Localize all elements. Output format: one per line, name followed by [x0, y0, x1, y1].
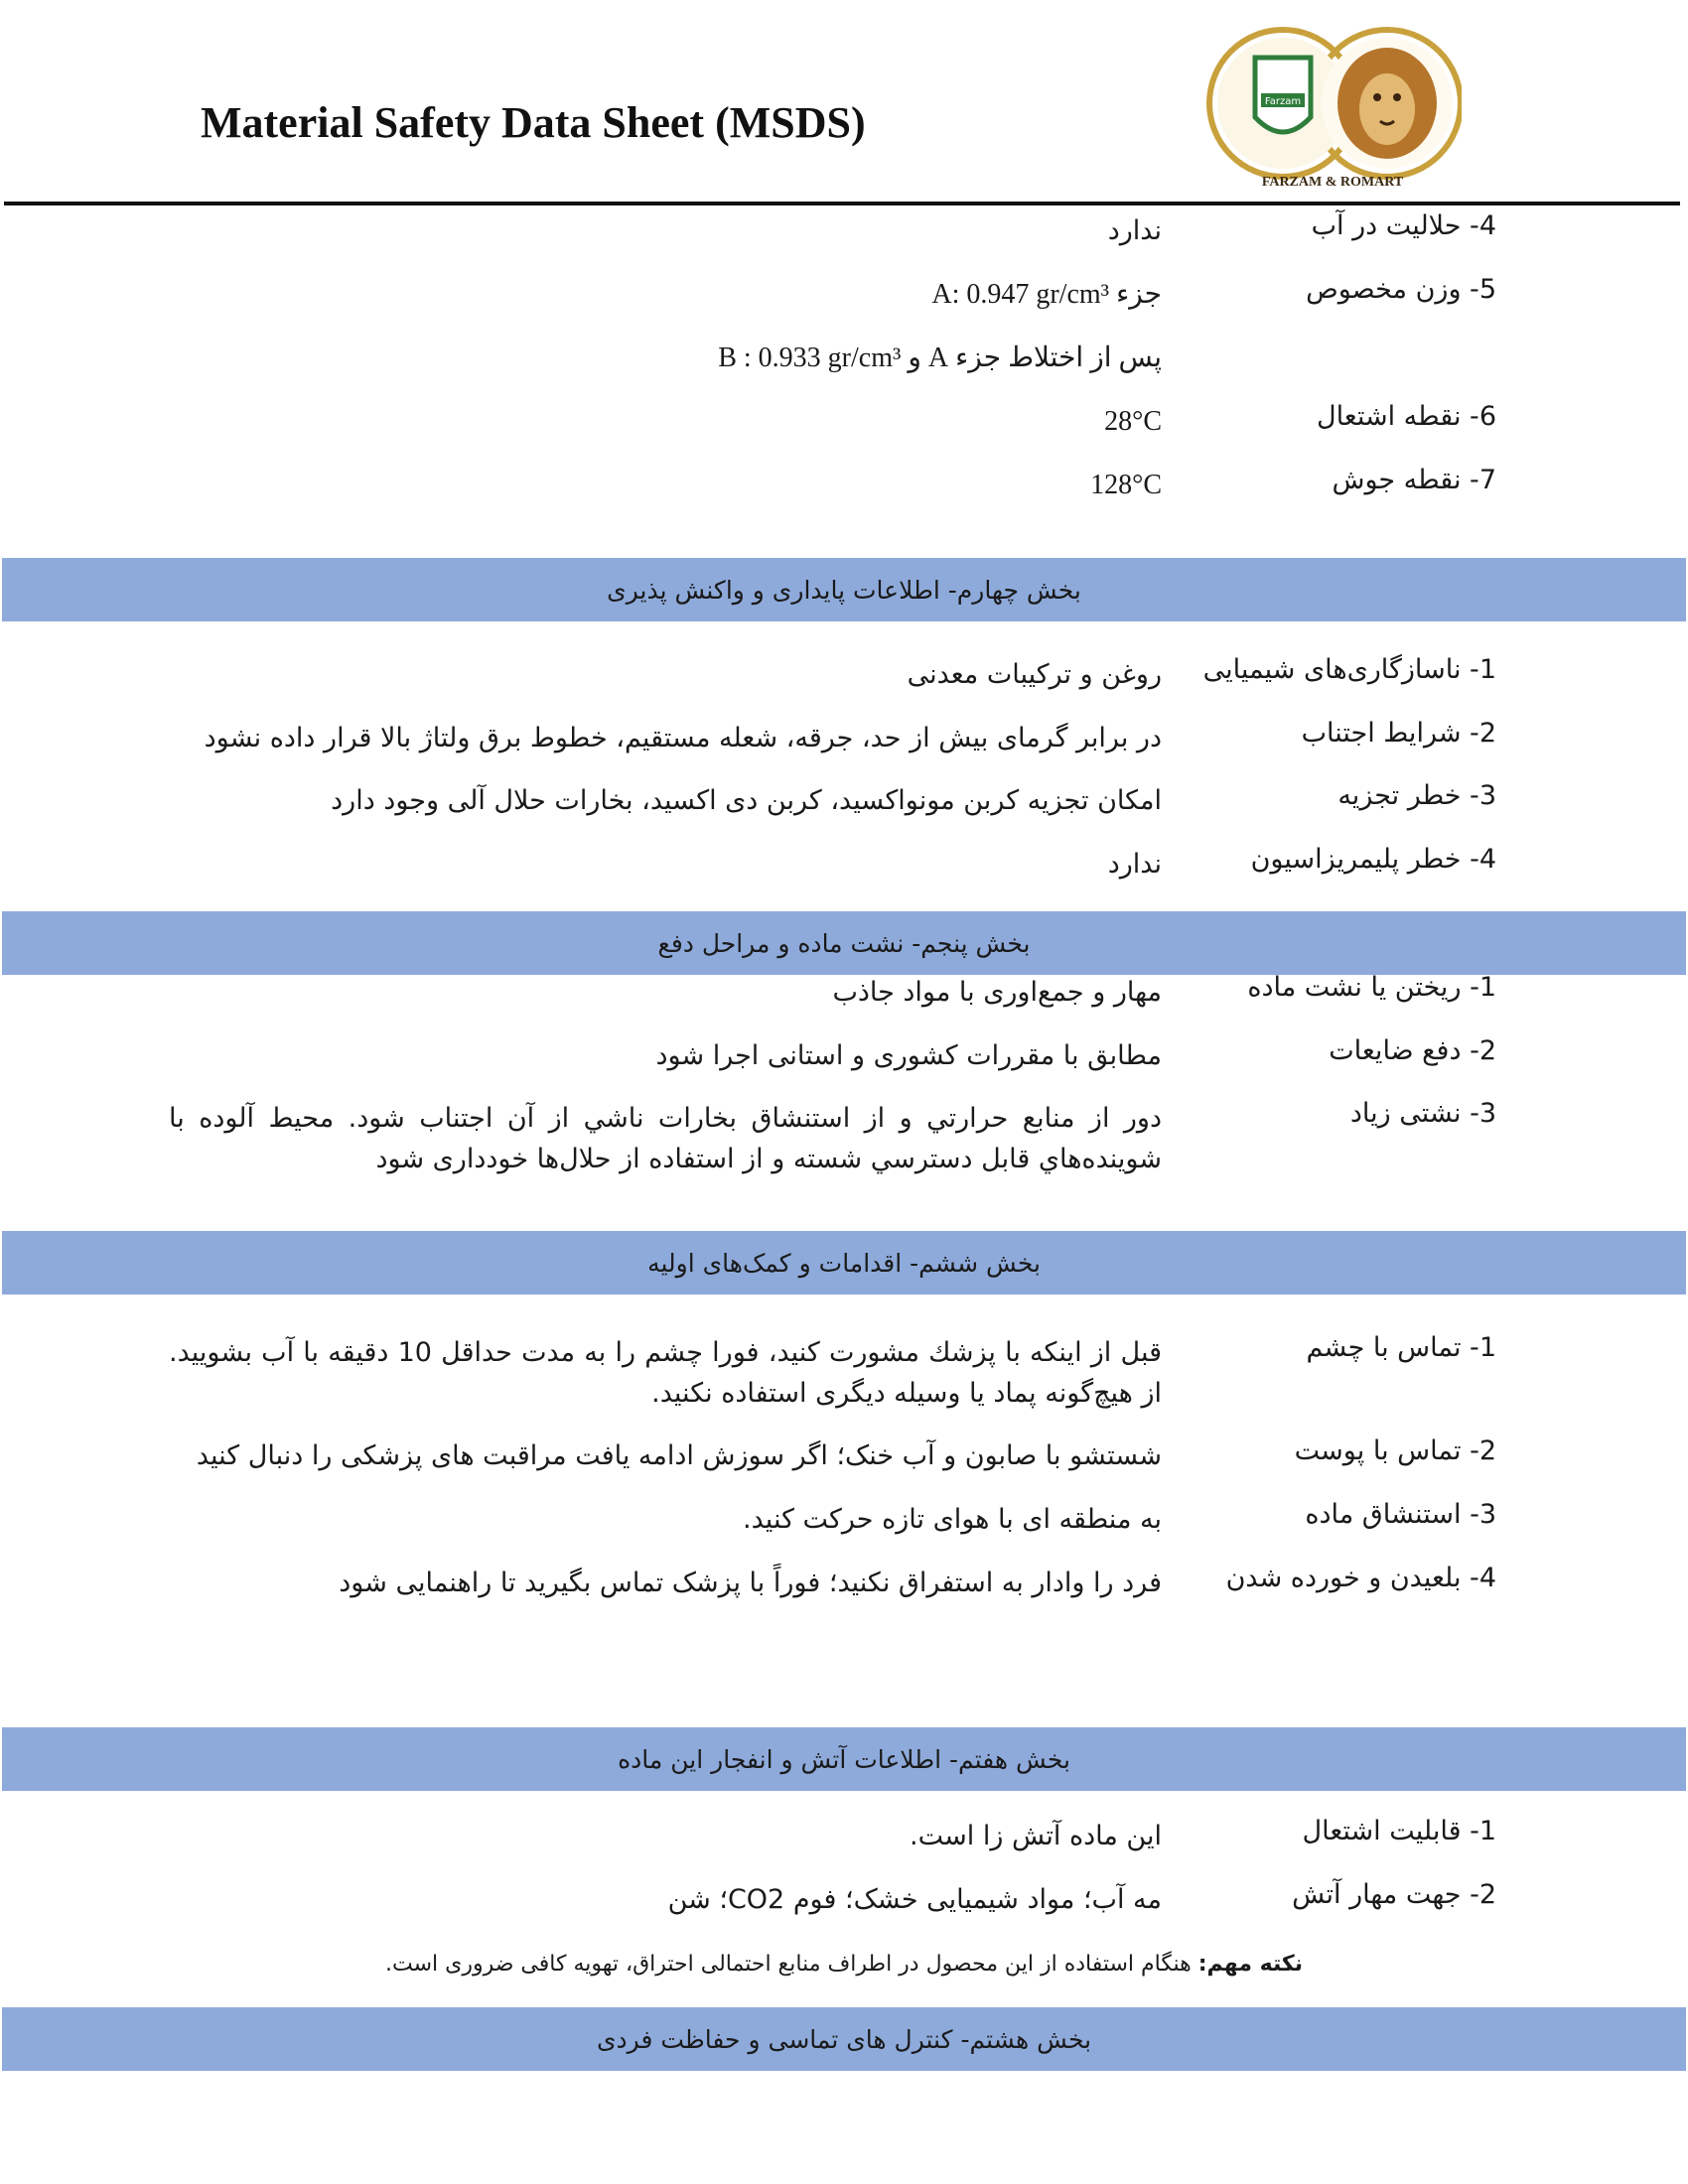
section-8-header: بخش هشتم- کنترل های تماسی و حفاظت فردی — [2, 2007, 1686, 2071]
property-value: دور از منابع حرارتي و از استنشاق بخارات ناشي از آن اجتناب شود. محیط آلوده با شوینده‌هاي قابل دسترسي شسته و از استفاده از حلال‌ها خودداری شود — [169, 1103, 1162, 1174]
property-value: 128°C — [1090, 470, 1162, 500]
document-title: Material Safety Data Sheet (MSDS) — [201, 98, 866, 147]
section-5-header: بخش پنجم- نشت ماده و مراحل دفع — [2, 911, 1686, 975]
property-label: 3- خطر تجزیه — [1337, 780, 1496, 811]
section-4-header: بخش چهارم- اطلاعات پایداری و واکنش پذیری — [2, 558, 1686, 621]
property-label: 6- نقطه اشتعال — [1316, 401, 1496, 432]
property-label: 1- ریختن یا نشت ماده — [1247, 972, 1496, 1003]
property-value: در برابر گرمای بیش از حد، جرقه، شعله مستقیم، خطوط برق ولتاژ بالا قرار داده نشود — [204, 723, 1162, 753]
property-label: 2- شرایط اجتناب — [1301, 718, 1496, 749]
property-label: 3- استنشاق ماده — [1305, 1499, 1496, 1530]
property-value: به منطقه ای با هوای تازه حرکت کنید. — [743, 1504, 1162, 1535]
property-value: شستشو با صابون و آب خنک؛ اگر سوزش ادامه یافت مراقبت های پزشکی را دنبال کنید — [196, 1440, 1162, 1471]
property-label: 2- جهت مهار آتش — [1292, 1879, 1496, 1910]
section-6-header: بخش ششم- اقدامات و کمک‌های اولیه — [2, 1231, 1686, 1295]
property-label: 4- حلالیت در آب — [1311, 210, 1496, 241]
section-7-header: بخش هفتم- اطلاعات آتش و انفجار این ماده — [2, 1727, 1686, 1791]
property-value: مهار و جمع‌اوری با مواد جاذب — [832, 977, 1162, 1008]
important-note — [0, 1952, 1688, 1977]
property-value: جزء A: 0.947 gr/cm³ — [931, 279, 1162, 310]
logo-caption: FARZAM & ROMART — [1261, 175, 1404, 190]
property-value: روغن و ترکیبات معدنی — [907, 659, 1162, 690]
property-label: 7- نقطه جوش — [1332, 465, 1496, 495]
property-label: 5- وزن مخصوص — [1306, 274, 1496, 305]
property-value: قبل از اینکه با پزشك مشورت کنید، فورا چشم را به مدت حداقل 10 دقیقه با آب بشویید. از هیچ‌گونه پماد یا وسیله دیگری استفاده نکنید. — [169, 1337, 1162, 1409]
property-label: 2- دفع ضایعات — [1329, 1035, 1496, 1066]
page-header — [0, 0, 1688, 208]
property-value: مطابق با مقررات کشوری و استانی اجرا شود — [655, 1040, 1162, 1071]
note-text: هنگام استفاده از این محصول در اطراف منابع احتمالی احتراق، تهویه کافی ضروری است. — [385, 1952, 1192, 1977]
farzam-romart-logo — [1203, 18, 1462, 197]
note-label: نکته مهم: — [1197, 1952, 1303, 1977]
property-label: 1- تماس با چشم — [1306, 1332, 1496, 1363]
property-value: فرد را وادار به استفراق نکنید؛ فوراً با پزشک تماس بگیرید تا راهنمایی شود — [339, 1568, 1162, 1598]
property-label: 4- بلعیدن و خورده شدن — [1225, 1563, 1496, 1593]
property-label: 1- قابلیت اشتعال — [1302, 1816, 1496, 1846]
property-value: این ماده آتش زا است. — [910, 1821, 1162, 1851]
property-label: 4- خطر پلیمریزاسیون — [1250, 844, 1496, 875]
property-value: 28°C — [1104, 406, 1162, 437]
property-label: 1- ناسازگاری‌های شیمیایی — [1202, 654, 1496, 685]
header-divider — [4, 202, 1680, 205]
property-value: ندارد — [1107, 849, 1162, 880]
property-label: 2- تماس با پوست — [1294, 1435, 1496, 1466]
property-value: ندارد — [1107, 215, 1162, 246]
property-value: پس از اختلاط جزء A و B : 0.933 gr/cm³ — [718, 342, 1162, 373]
svg-text:Farzam: Farzam — [1264, 96, 1302, 107]
property-label: 3- نشتی زیاد — [1349, 1098, 1496, 1129]
property-value: مه آب؛ مواد شیمیایی خشک؛ فوم CO2؛ شن — [667, 1884, 1162, 1915]
property-value: امکان تجزیه کربن مونواکسید، کربن دی اکسید، بخارات حلال آلی وجود دارد — [331, 785, 1162, 816]
